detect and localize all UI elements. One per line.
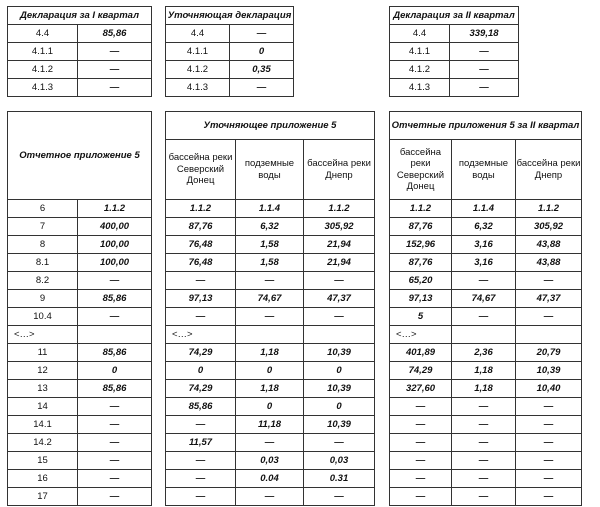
row-value: — [78, 79, 152, 97]
row-code: 4.4 [8, 25, 78, 43]
row-value: 327,60 [390, 380, 452, 398]
row-value: 11,57 [166, 434, 236, 452]
row-value: 0,03 [304, 452, 375, 470]
table-row [166, 79, 294, 97]
table-row [390, 61, 519, 79]
row-value: 100,00 [78, 236, 152, 254]
row-value: — [452, 272, 516, 290]
row-value: — [166, 308, 236, 326]
row-value: <…> [166, 326, 236, 344]
table-row [166, 43, 294, 61]
row-value: 10,39 [304, 344, 375, 362]
table-row [166, 236, 375, 254]
row-value: — [452, 452, 516, 470]
table-row [166, 308, 375, 326]
row-value: 1.1.2 [516, 200, 582, 218]
table-title: Уточняющая декларация [166, 7, 294, 25]
row-value: — [516, 434, 582, 452]
row-code: 4.1.2 [8, 61, 78, 79]
row-code: 14.1 [8, 416, 78, 434]
row-value: — [452, 398, 516, 416]
table-row [166, 398, 375, 416]
row-value: 2,36 [452, 344, 516, 362]
table-row [8, 344, 152, 362]
row-value: 85,86 [78, 344, 152, 362]
row-value: 85,86 [78, 380, 152, 398]
row-code: 4.1.1 [8, 43, 78, 61]
row-value: 305,92 [304, 218, 375, 236]
table-row [166, 470, 375, 488]
column-header: бассейна реки Северский Донец [166, 140, 236, 200]
row-value: 74,29 [390, 362, 452, 380]
row-value: 85,86 [78, 290, 152, 308]
row-value: 74,29 [166, 380, 236, 398]
row-value: — [304, 488, 375, 506]
table-row [390, 290, 582, 308]
row-value: 43,88 [516, 254, 582, 272]
row-value: — [236, 272, 304, 290]
row-code: 17 [8, 488, 78, 506]
row-code: 14.2 [8, 434, 78, 452]
row-value: — [78, 452, 152, 470]
row-value: 1,18 [236, 344, 304, 362]
row-value: 74,67 [452, 290, 516, 308]
row-value: — [452, 434, 516, 452]
table-title: Декларация за I квартал [8, 7, 152, 25]
row-value: 87,76 [390, 218, 452, 236]
row-code: 4.1.2 [390, 61, 450, 79]
row-value: 3,16 [452, 236, 516, 254]
row-value: — [516, 272, 582, 290]
table-row [166, 362, 375, 380]
column-header: подземные воды [236, 140, 304, 200]
row-value: — [390, 452, 452, 470]
row-value: — [452, 308, 516, 326]
row-value [452, 326, 516, 344]
table-row [390, 254, 582, 272]
table-row [8, 326, 152, 344]
row-code: 14 [8, 398, 78, 416]
row-value [78, 326, 152, 344]
row-value: — [230, 79, 294, 97]
table-title: Уточняющее приложение 5 [166, 112, 375, 140]
row-code: 4.1.1 [390, 43, 450, 61]
row-value: 74,29 [166, 344, 236, 362]
row-value: — [390, 416, 452, 434]
row-value: 10,40 [516, 380, 582, 398]
row-value: 5 [390, 308, 452, 326]
row-value: 1,58 [236, 254, 304, 272]
row-code: 4.4 [390, 25, 450, 43]
table-row [8, 254, 152, 272]
declaration-q2-table [389, 6, 519, 97]
row-value: 6,32 [236, 218, 304, 236]
row-code: 8.1 [8, 254, 78, 272]
row-code: 8 [8, 236, 78, 254]
row-value: — [516, 488, 582, 506]
table-title: Декларация за II квартал [390, 7, 519, 25]
table-title: Отчетные приложения 5 за II квартал [390, 112, 582, 140]
row-value [236, 326, 304, 344]
row-value: — [166, 416, 236, 434]
row-value: — [390, 434, 452, 452]
row-code: 16 [8, 470, 78, 488]
row-value: — [230, 25, 294, 43]
table-row [390, 398, 582, 416]
row-value: — [78, 416, 152, 434]
table-row [390, 344, 582, 362]
row-code: 4.1.3 [390, 79, 450, 97]
row-value: — [78, 43, 152, 61]
table-row [166, 254, 375, 272]
table-row [390, 416, 582, 434]
row-value: — [236, 434, 304, 452]
row-code: <…> [8, 326, 78, 344]
table-row [8, 25, 152, 43]
row-value: — [304, 434, 375, 452]
row-value: 339,18 [450, 25, 519, 43]
declaration-q1-table [7, 6, 152, 97]
clarifying-declaration-table [165, 6, 294, 97]
table-row [8, 416, 152, 434]
table-row [390, 470, 582, 488]
row-value: — [78, 272, 152, 290]
table-row [390, 79, 519, 97]
row-value: — [166, 272, 236, 290]
row-value: — [166, 452, 236, 470]
row-code: 13 [8, 380, 78, 398]
row-value: 0 [236, 398, 304, 416]
row-value: — [450, 79, 519, 97]
row-value: 401,89 [390, 344, 452, 362]
row-code: 4.1.1 [166, 43, 230, 61]
row-value: 1,18 [452, 380, 516, 398]
row-value: 0 [304, 398, 375, 416]
row-value: 11,18 [236, 416, 304, 434]
row-value: 76,48 [166, 254, 236, 272]
row-value: 87,76 [390, 254, 452, 272]
row-value: 21,94 [304, 236, 375, 254]
row-value: <…> [390, 326, 452, 344]
table-row [8, 470, 152, 488]
row-value: — [452, 470, 516, 488]
row-value: — [304, 272, 375, 290]
row-value: 97,13 [166, 290, 236, 308]
table-row [8, 43, 152, 61]
table-row [390, 488, 582, 506]
table-row [390, 326, 582, 344]
row-value: 85,86 [78, 25, 152, 43]
table-row [166, 218, 375, 236]
table-row [390, 308, 582, 326]
row-value: 1.1.2 [166, 200, 236, 218]
row-value: 1.1.2 [390, 200, 452, 218]
row-value: 0,35 [230, 61, 294, 79]
row-value: — [166, 470, 236, 488]
table-row [8, 380, 152, 398]
row-value: 43,88 [516, 236, 582, 254]
row-code: 4.1.2 [166, 61, 230, 79]
row-value: — [516, 308, 582, 326]
row-value: — [304, 308, 375, 326]
row-value: 10,39 [304, 380, 375, 398]
row-value: — [516, 470, 582, 488]
row-value: 65,20 [390, 272, 452, 290]
row-value: 3,16 [452, 254, 516, 272]
row-value: — [78, 488, 152, 506]
table-row [8, 61, 152, 79]
row-value: — [450, 61, 519, 79]
row-value: — [516, 398, 582, 416]
table-row [390, 272, 582, 290]
table-row [390, 218, 582, 236]
table-row [166, 434, 375, 452]
row-value: 152,96 [390, 236, 452, 254]
row-value: 47,37 [304, 290, 375, 308]
row-value: 0 [230, 43, 294, 61]
row-value: 305,92 [516, 218, 582, 236]
column-header: бассейна реки Днепр [304, 140, 375, 200]
table-row [166, 290, 375, 308]
table-row [8, 362, 152, 380]
table-row [8, 79, 152, 97]
table-row [8, 200, 152, 218]
table-row [390, 200, 582, 218]
table-row [166, 272, 375, 290]
table-row [166, 344, 375, 362]
row-value: — [450, 43, 519, 61]
table-row [166, 488, 375, 506]
row-value: 20,79 [516, 344, 582, 362]
row-value: — [516, 452, 582, 470]
row-code: 4.1.3 [8, 79, 78, 97]
row-value: 21,94 [304, 254, 375, 272]
row-code: 6 [8, 200, 78, 218]
row-value: 87,76 [166, 218, 236, 236]
column-header: бассейна реки Днепр [516, 140, 582, 200]
table-row [390, 434, 582, 452]
table-row [390, 362, 582, 380]
row-code: 4.4 [166, 25, 230, 43]
row-value: 1.1.4 [236, 200, 304, 218]
row-value: 0.04 [236, 470, 304, 488]
table-row [8, 452, 152, 470]
row-value: 76,48 [166, 236, 236, 254]
row-code: 9 [8, 290, 78, 308]
row-value: 0 [304, 362, 375, 380]
row-value: — [78, 308, 152, 326]
table-row [8, 488, 152, 506]
row-value: — [78, 470, 152, 488]
row-value: 100,00 [78, 254, 152, 272]
row-value: 400,00 [78, 218, 152, 236]
row-value: — [390, 488, 452, 506]
row-value: 0.31 [304, 470, 375, 488]
row-value: — [452, 416, 516, 434]
row-code: 4.1.3 [166, 79, 230, 97]
row-value: 97,13 [390, 290, 452, 308]
row-value [304, 326, 375, 344]
row-code: 12 [8, 362, 78, 380]
row-value [516, 326, 582, 344]
table-row [8, 308, 152, 326]
table-row [8, 290, 152, 308]
row-code: 7 [8, 218, 78, 236]
row-value: — [78, 61, 152, 79]
row-value: 1.1.2 [78, 200, 152, 218]
clarifying-appendix-5-table [165, 111, 375, 506]
row-value: 1,58 [236, 236, 304, 254]
row-value: 0 [78, 362, 152, 380]
table-row [166, 326, 375, 344]
row-value: 6,32 [452, 218, 516, 236]
row-value: 10,39 [516, 362, 582, 380]
table-row [390, 380, 582, 398]
row-value: 0,03 [236, 452, 304, 470]
row-value: — [78, 434, 152, 452]
row-value: — [390, 398, 452, 416]
table-row [166, 200, 375, 218]
report-appendices-5-q2-table [389, 111, 582, 506]
report-appendix-5-table [7, 111, 152, 506]
row-value: 10,39 [304, 416, 375, 434]
row-code: 8.2 [8, 272, 78, 290]
row-value: 47,37 [516, 290, 582, 308]
row-value: 74,67 [236, 290, 304, 308]
row-value: 0 [166, 362, 236, 380]
row-value: — [390, 470, 452, 488]
row-value: 85,86 [166, 398, 236, 416]
table-row [390, 43, 519, 61]
row-code: 15 [8, 452, 78, 470]
table-row [166, 25, 294, 43]
table-title: Отчетное приложение 5 [8, 112, 152, 200]
row-value: 1,18 [236, 380, 304, 398]
row-value: — [236, 488, 304, 506]
row-value: — [236, 308, 304, 326]
table-row [8, 218, 152, 236]
table-row [8, 434, 152, 452]
table-row [8, 272, 152, 290]
row-value: 1,18 [452, 362, 516, 380]
row-value: — [166, 488, 236, 506]
row-value: — [516, 416, 582, 434]
row-value: — [452, 488, 516, 506]
column-header: подземные воды [452, 140, 516, 200]
table-row [166, 380, 375, 398]
row-value: — [78, 398, 152, 416]
table-row [390, 25, 519, 43]
row-code: 10.4 [8, 308, 78, 326]
table-row [166, 416, 375, 434]
table-row [390, 236, 582, 254]
table-row [8, 398, 152, 416]
row-code: 11 [8, 344, 78, 362]
column-header: бассейна реки Северский Донец [390, 140, 452, 200]
table-row [390, 452, 582, 470]
row-value: 0 [236, 362, 304, 380]
row-value: 1.1.4 [452, 200, 516, 218]
row-value: 1.1.2 [304, 200, 375, 218]
table-row [166, 452, 375, 470]
table-row [8, 236, 152, 254]
table-row [166, 61, 294, 79]
